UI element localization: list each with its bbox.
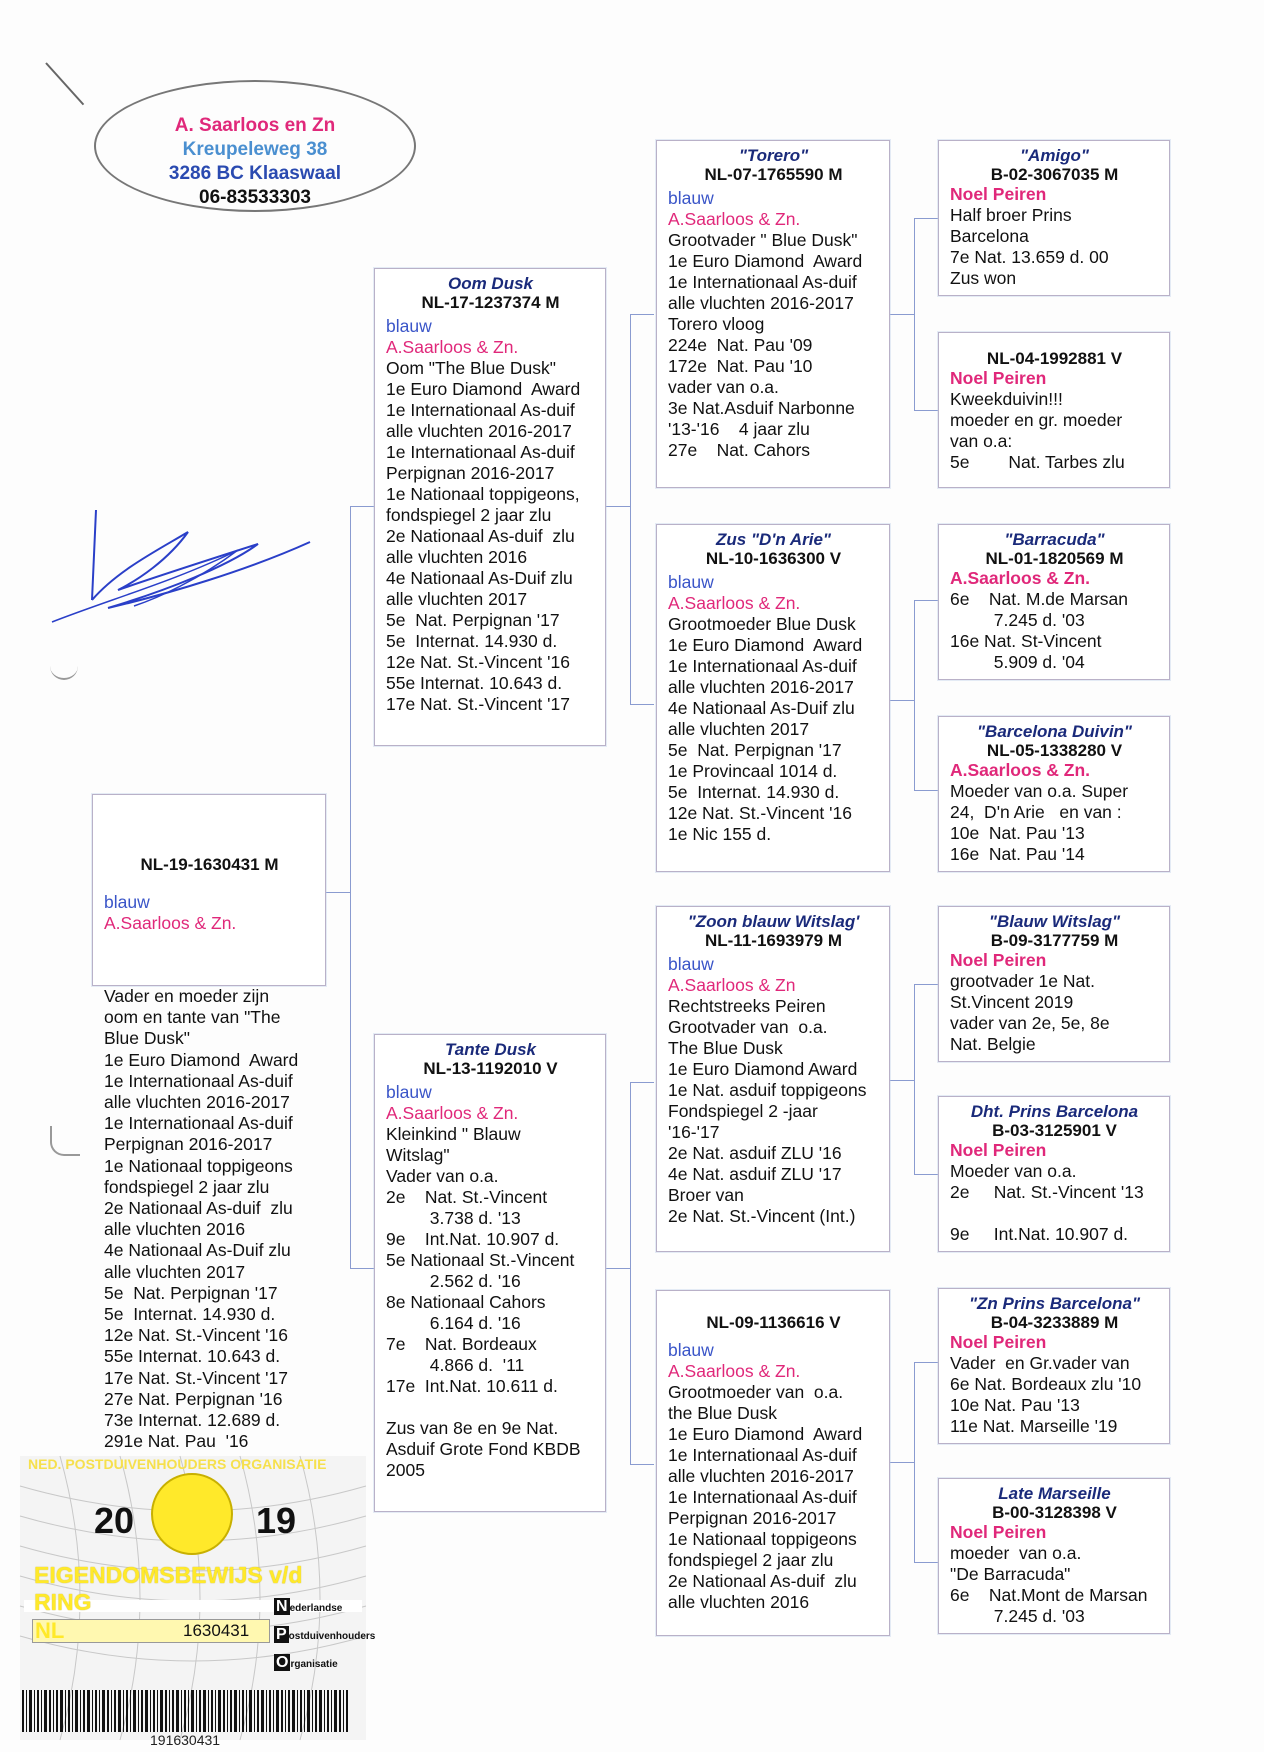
subject-ring: NL-19-1630431 M: [140, 855, 279, 874]
connector: [606, 506, 630, 507]
mmf-name: "Zn Prins Barcelona": [968, 1294, 1141, 1313]
fff-box: [938, 140, 1170, 296]
mf-color: blauw: [668, 954, 714, 974]
fmf-breeder: A.Saarloos & Zn.: [950, 568, 1091, 588]
connector: [350, 506, 374, 507]
card-country: NL: [35, 1618, 65, 1643]
npo-logo: [274, 1594, 376, 1678]
mm-color: blauw: [668, 1340, 714, 1360]
fmf-ring: NL-01-1820569 M: [985, 549, 1124, 568]
card-ring-field: [32, 1619, 270, 1643]
father-ring: NL-17-1237374 M: [421, 293, 560, 312]
mf-breeder: A.Saarloos & Zn: [668, 975, 796, 995]
mm-ring: NL-09-1136616 V: [706, 1313, 841, 1332]
mff-name: "Blauw Witslag": [988, 912, 1121, 931]
npo-letter-p: P: [276, 1626, 287, 1643]
subject-color: blauw: [104, 892, 150, 912]
owner-phone: 06-83533303: [199, 187, 311, 208]
subject-box: [92, 794, 326, 986]
card-ring-number: 1630431: [183, 1621, 250, 1640]
npo-line-3: rganisatie: [290, 1659, 338, 1670]
fmm-ring: NL-05-1338280 V: [986, 741, 1123, 760]
connector: [914, 600, 938, 601]
mmf-notes: Vader en Gr.vader van 6e Nat. Bordeaux zlu '10 10e Nat. Pau '13 11e Nat. Marseille '19: [950, 1353, 1142, 1436]
mmm-ring: B-00-3128398 V: [992, 1503, 1117, 1522]
mf-box: [656, 906, 890, 1252]
mm-breeder: A.Saarloos & Zn.: [668, 1361, 801, 1381]
ff-breeder: A.Saarloos & Zn.: [668, 209, 801, 229]
connector: [914, 410, 938, 411]
card-title: EIGENDOMSBEWIJS v/d RING: [34, 1562, 303, 1615]
mff-box: [938, 906, 1170, 1062]
connector: [326, 892, 350, 893]
father-breeder: A.Saarloos & Zn.: [386, 337, 519, 357]
fmm-name: "Barcelona Duivin": [977, 722, 1132, 741]
mm-notes: Grootmoeder van o.a. the Blue Dusk 1e Euro Diamond Award 1e Internationaal As-duif alle vluchten 2016-2017 1e Internationaal As-duif Perpignan 2016-2017 1e Nationaal toppigeons fondspiegel 2 jaar zlu 2e Nationaal As-duif zlu alle vluchten 2016: [668, 1382, 863, 1612]
card-year-right: 19: [256, 1500, 297, 1541]
fff-breeder: Noel Peiren: [950, 184, 1047, 204]
mff-breeder: Noel Peiren: [950, 950, 1047, 970]
owner-stamp: [94, 80, 416, 212]
card-year-left: 20: [94, 1500, 135, 1541]
punch-hole: [50, 656, 78, 680]
connector: [630, 1082, 631, 1464]
subject-notes: Vader en moeder zijn oom en tante van "The Blue Dusk" 1e Euro Diamond Award 1e Internationaal As-duif alle vluchten 2016-2017 1e Internationaal As-duif Perpignan 2016-2017 1e Nationaal toppigeons fondspiegel 2 jaar zlu 2e Nationaal As-duif zlu alle vluchten 2016 4e Nationaal As-Duif zlu alle vluchten 2017 5e Nat. Perpignan '17 5e Internat. 14.930 d. 12e Nat. St.-Vincent '16 55e Internat. 10.643 d. 17e Nat. St.-Vincent '17 27e Nat. Perpignan '16 73e Internat. 12.689 d. 291e Nat. Pau '16: [104, 986, 299, 1452]
fmf-name: "Barracuda": [1004, 530, 1105, 549]
fff-notes: Half broer Prins Barcelona 7e Nat. 13.659 d. 00 Zus won: [950, 205, 1109, 288]
mother-color: blauw: [386, 1082, 432, 1102]
ff-notes: Grootvader " Blue Dusk" 1e Euro Diamond Award 1e Internationaal As-duif alle vluchten 2016-2017 Torero vloog 224e Nat. Pau '09 172e Nat. Pau '10 vader van o.a. 3e Nat.Asduif Narbonne '13-'16 4 jaar zlu 27e Nat. Cahors: [668, 230, 863, 460]
mother-ring: NL-13-1192010 V: [423, 1059, 558, 1078]
connector: [914, 1362, 938, 1363]
mff-notes: grootvader 1e Nat. St.Vincent 2019 vader van 2e, 5e, 8e Nat. Belgie: [950, 971, 1110, 1054]
connector: [630, 314, 654, 315]
mmf-box: [938, 1288, 1170, 1444]
npo-letter-o: O: [276, 1654, 289, 1671]
barcode: [20, 1690, 350, 1732]
connector: [914, 984, 915, 1174]
connector: [914, 790, 938, 791]
connector: [914, 1562, 938, 1563]
ffm-ring: NL-04-1992881 V: [986, 349, 1123, 368]
connector: [630, 704, 654, 705]
mmm-notes: moeder van o.a. "De Barracuda" 6e Nat.Mont de Marsan 7.245 d. '03: [950, 1543, 1148, 1626]
fm-notes: Grootmoeder Blue Dusk 1e Euro Diamond Award 1e Internationaal As-duif alle vluchten 2016-2017 4e Nationaal As-Duif zlu alle vluchten 2017 5e Nat. Perpignan '17 1e Provincaal 1014 d. 5e Internat. 14.930 d. 12e Nat. St.-Vincent '16 1e Nic 155 d.: [668, 614, 863, 844]
mother-notes: Kleinkind " Blauw Witslag" Vader van o.a. 2e Nat. St.-Vincent 3.738 d. '13 9e Int.Nat. 10.907 d. 5e Nationaal St.-Vincent 2.562 d. '16 8e Nationaal Cahors 6.164 d. '16 7e Nat. Bordeaux 4.866 d. '11 17e Int.Nat. 10.611 d. Zus van 8e en 9e Nat. Asduif Grote Fond KBDB 2005: [386, 1124, 581, 1480]
mmm-name: Late Marseille: [998, 1484, 1111, 1503]
mfm-name: Dht. Prins Barcelona: [970, 1102, 1139, 1121]
npo-line-2: ostduivenhouders: [288, 1631, 376, 1642]
mf-ring: NL-11-1693979 M: [704, 931, 843, 950]
subject-breeder: A.Saarloos & Zn.: [104, 913, 237, 933]
mother-breeder: A.Saarloos & Zn.: [386, 1103, 519, 1123]
connector: [890, 1080, 914, 1081]
connector: [890, 314, 914, 315]
fmm-breeder: A.Saarloos & Zn.: [950, 760, 1091, 780]
mff-ring: B-09-3177759 M: [990, 931, 1119, 950]
mm-box: [656, 1290, 890, 1636]
connector: [606, 1268, 630, 1269]
connector: [890, 1462, 914, 1463]
mother-name: Tante Dusk: [444, 1040, 536, 1059]
owner-name: A. Saarloos en Zn: [174, 115, 336, 136]
fff-ring: B-02-3067035 M: [990, 165, 1119, 184]
fmf-box: [938, 524, 1170, 680]
father-name: Oom Dusk: [447, 274, 534, 293]
ff-box: [656, 140, 890, 488]
connector: [630, 1464, 654, 1465]
fm-box: [656, 524, 890, 872]
signature: [48, 490, 318, 630]
npo-letter-n: N: [276, 1598, 288, 1615]
card-org-title: NED. POSTDUIVENHOUDERS ORGANISATIE: [28, 1456, 327, 1472]
mother-box: [374, 1034, 606, 1512]
father-color: blauw: [386, 316, 432, 336]
npo-line-1: ederlandse: [289, 1603, 343, 1614]
ffm-breeder: Noel Peiren: [950, 368, 1047, 388]
owner-city: 3286 BC Klaaswaal: [168, 163, 342, 184]
mmf-breeder: Noel Peiren: [950, 1332, 1047, 1352]
connector: [630, 1082, 654, 1083]
fm-color: blauw: [668, 572, 714, 592]
mf-notes: Rechtstreeks Peiren Grootvader van o.a. The Blue Dusk 1e Euro Diamond Award 1e Nat. asduif toppigeons Fondspiegel 2 -jaar '16-'17 2e Nat. asduif ZLU '16 4e Nat. asduif ZLU '17 Broer van 2e Nat. St.-Vincent (Int.): [668, 996, 867, 1226]
fff-name: "Amigo": [1019, 146, 1089, 165]
connector: [350, 506, 351, 1268]
ff-name: "Torero": [738, 146, 809, 165]
connector: [914, 984, 938, 985]
barcode-number: 191630431: [150, 1732, 221, 1748]
fmm-notes: Moeder van o.a. Super 24, D'n Arie en van : 10e Nat. Pau '13 16e Nat. Pau '14: [950, 781, 1129, 864]
mmm-box: [938, 1478, 1170, 1634]
connector: [350, 1268, 374, 1269]
owner-street: Kreupeleweg 38: [182, 139, 328, 160]
connector: [630, 314, 631, 704]
connector: [890, 700, 914, 701]
connector: [914, 218, 938, 219]
ff-ring: NL-07-1765590 M: [704, 165, 843, 184]
fmm-box: [938, 716, 1170, 872]
connector: [914, 600, 915, 790]
paperclip-mark: [45, 62, 84, 105]
connector: [914, 218, 915, 410]
connector: [914, 1174, 938, 1175]
connector: [914, 1362, 915, 1562]
mf-name: "Zoon blauw Witslag': [687, 912, 860, 931]
mfm-breeder: Noel Peiren: [950, 1140, 1047, 1160]
mfm-notes: Moeder van o.a. 2e Nat. St.-Vincent '13 9e Int.Nat. 10.907 d.: [950, 1161, 1144, 1244]
fm-name: Zus "D'n Arie": [716, 530, 831, 549]
mmf-ring: B-04-3233889 M: [990, 1313, 1119, 1332]
fmf-notes: 6e Nat. M.de Marsan 7.245 d. '03 16e Nat. St-Vincent 5.909 d. '04: [950, 589, 1128, 672]
mmm-breeder: Noel Peiren: [950, 1522, 1047, 1542]
ff-color: blauw: [668, 188, 714, 208]
father-notes: Oom "The Blue Dusk" 1e Euro Diamond Award 1e Internationaal As-duif alle vluchten 2016-2017 1e Internationaal As-duif Perpignan 2016-2017 1e Nationaal toppigeons, fondspiegel 2 jaar zlu 2e Nationaal As-duif zlu alle vluchten 2016 4e Nationaal As-Duif zlu alle vluchten 2017 5e Nat. Perpignan '17 5e Internat. 14.930 d. 12e Nat. St.-Vincent '16 55e Internat. 10.643 d. 17e Nat. St.-Vincent '17: [386, 358, 581, 714]
fm-breeder: A.Saarloos & Zn.: [668, 593, 801, 613]
ffm-notes: Kweekduivin!!! moeder en gr. moeder van o.a: 5e Nat. Tarbes zlu: [950, 389, 1125, 472]
fm-ring: NL-10-1636300 V: [705, 549, 842, 568]
mfm-ring: B-03-3125901 V: [992, 1121, 1117, 1140]
punch-hole: [50, 1126, 80, 1156]
father-box: [374, 268, 606, 746]
ffm-box: [938, 332, 1170, 488]
mfm-box: [938, 1096, 1170, 1252]
